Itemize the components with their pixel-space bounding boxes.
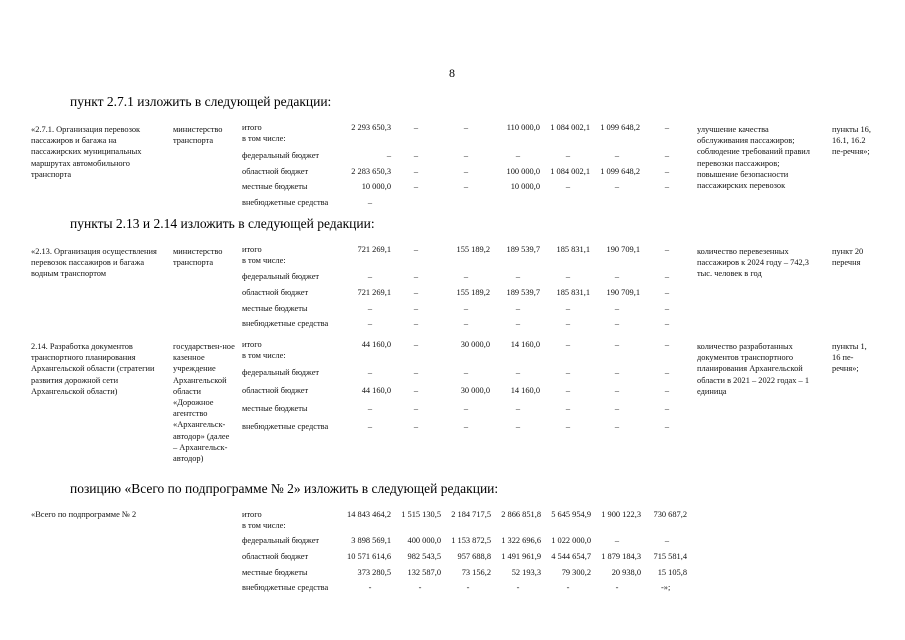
cell: 1 515 130,5 (401, 510, 441, 519)
cell: 1 900 122,3 (601, 510, 641, 519)
cell: – (614, 386, 620, 395)
cell: 957 688,8 (457, 552, 491, 561)
cell: – (565, 272, 571, 281)
cell: 1 084 002,1 (550, 123, 590, 132)
cell: 30 000,0 (460, 386, 490, 395)
source-federal: федеральный бюджет (242, 151, 320, 160)
source-regional: областной бюджет (242, 552, 309, 561)
cell: - (516, 583, 520, 592)
source-including: в том числе: (242, 351, 286, 360)
cell: 2 184 717,5 (451, 510, 491, 519)
cell: – (565, 422, 571, 431)
cell: – (664, 422, 670, 431)
cell: – (413, 288, 419, 297)
cell: – (664, 182, 670, 191)
cell: – (515, 151, 521, 160)
cell: - (418, 583, 422, 592)
source-total: итого (242, 245, 262, 254)
cell: 3 898 569,1 (351, 536, 391, 545)
cell: – (664, 340, 670, 349)
cell: – (463, 304, 469, 313)
cell: 10 000,0 (510, 182, 540, 191)
cell: – (565, 151, 571, 160)
cell: – (413, 182, 419, 191)
cell: 1 099 648,2 (600, 123, 640, 132)
cell: – (565, 182, 571, 191)
cell: – (664, 167, 670, 176)
cell: – (664, 272, 670, 281)
cell: – (413, 304, 419, 313)
row-name-2-7-1: «2.7.1. Организация перевозок пассажиров и багажа на пассажирских муниципальных маршрутах автомобильного транспорта (31, 125, 142, 179)
cell: – (565, 319, 571, 328)
cell: – (614, 340, 620, 349)
cell: 44 160,0 (361, 386, 391, 395)
source-total: итого (242, 340, 262, 349)
cell: 1 322 696,6 (501, 536, 541, 545)
source-including: в том числе: (242, 256, 286, 265)
cell: 30 000,0 (460, 340, 490, 349)
cell: 1 022 000,0 (551, 536, 591, 545)
cell: 155 189,2 (456, 288, 490, 297)
cell: -»; (661, 583, 671, 592)
cell: 715 581,4 (653, 552, 687, 561)
cell: 14 843 464,2 (347, 510, 391, 519)
cell: – (614, 151, 620, 160)
heading-total-subprogram-2: позицию «Всего по подпрограмме № 2» изложить в следующей редакции: (70, 481, 499, 496)
row-name-2-14: 2.14. Разработка документов транспортного планирования Архангельской области (стратегии развития дорожной сети Архангельской области) (31, 342, 155, 396)
cell: - (368, 583, 372, 592)
cell: – (664, 386, 670, 395)
cell: – (463, 167, 469, 176)
source-federal: федеральный бюджет (242, 272, 320, 281)
cell: – (565, 404, 571, 413)
cell: – (664, 123, 670, 132)
cell: – (367, 304, 373, 313)
row-points-2-13: пункт 20 перечня (832, 247, 864, 268)
cell: 14 160,0 (510, 386, 540, 395)
cell: 1 879 184,3 (601, 552, 641, 561)
cell: 15 105,8 (657, 568, 687, 577)
cell: – (664, 288, 670, 297)
row-name-total: «Всего по подпрограмме № 2 (31, 510, 137, 519)
cell: 52 193,3 (511, 568, 541, 577)
source-total: итого (242, 123, 262, 132)
cell: 1 084 002,1 (550, 167, 590, 176)
row-result-2-7-1: улучшение качества обслуживания пассажиров; соблюдение требований правил перевозки пассажиров; повышение безопасности пассажирских перевозок (697, 125, 810, 191)
cell: – (413, 272, 419, 281)
cell: – (515, 304, 521, 313)
cell: – (664, 404, 670, 413)
cell: 44 160,0 (361, 340, 391, 349)
source-local: местные бюджеты (242, 304, 308, 313)
row-executor-2-14: государствен-ное казенное учреждение Архангельской области «Дорожное агентство «Архангельск-автодор» (далее – Архангельск-автодор) (173, 342, 235, 464)
cell: – (565, 304, 571, 313)
cell: 2 866 851,8 (501, 510, 541, 519)
source-regional: областной бюджет (242, 288, 309, 297)
cell: – (463, 151, 469, 160)
cell: – (614, 422, 620, 431)
cell: 1 491 961,9 (501, 552, 541, 561)
row-executor-2-13: министерство транспорта (173, 247, 223, 268)
cell: – (664, 536, 670, 545)
cell: – (515, 422, 521, 431)
cell: – (614, 404, 620, 413)
cell: - (615, 583, 619, 592)
cell: – (367, 198, 373, 207)
cell: – (413, 422, 419, 431)
source-including: в том числе: (242, 521, 286, 530)
cell: 14 160,0 (510, 340, 540, 349)
cell: 132 587,0 (407, 568, 441, 577)
page-number: 8 (449, 66, 455, 80)
cell: – (614, 319, 620, 328)
cell: – (565, 368, 571, 377)
cell: 73 156,2 (461, 568, 491, 577)
cell: 10 571 614,6 (347, 552, 391, 561)
row-executor-2-7-1: министерство транспорта (173, 125, 223, 146)
cell: – (413, 123, 419, 132)
heading-2-13-2-14: пункты 2.13 и 2.14 изложить в следующей редакции: (70, 216, 375, 231)
cell: 721 269,1 (357, 288, 391, 297)
cell: – (463, 422, 469, 431)
cell: 4 544 654,7 (551, 552, 591, 561)
source-federal: федеральный бюджет (242, 536, 320, 545)
source-extrabudgetary: внебюджетные средства (242, 319, 329, 328)
source-total: итого (242, 510, 262, 519)
cell: 110 000,0 (506, 123, 540, 132)
cell: – (413, 368, 419, 377)
cell: – (664, 319, 670, 328)
cell: - (566, 583, 570, 592)
row-result-2-13: количество перевезенных пассажиров к 2024 году – 742,3 тыс. человек в год (697, 247, 809, 279)
source-regional: областной бюджет (242, 386, 309, 395)
cell: – (614, 272, 620, 281)
cell: – (515, 272, 521, 281)
row-result-2-14: количество разработанных документов транспортного планирования Архангельской области в 2021 – 2022 годах – 1 единица (697, 342, 810, 396)
cell: 20 938,0 (611, 568, 641, 577)
cell: 2 283 650,3 (351, 167, 391, 176)
cell: 190 709,1 (606, 245, 640, 254)
cell: – (515, 319, 521, 328)
cell: 400 000,0 (407, 536, 441, 545)
cell: 2 293 650,3 (351, 123, 391, 132)
row-points-2-14: пункты 1, 16 пе-речня»; (832, 342, 867, 374)
cell: – (413, 245, 419, 254)
cell: – (664, 304, 670, 313)
source-including: в том числе: (242, 134, 286, 143)
cell: – (367, 272, 373, 281)
cell: – (614, 536, 620, 545)
cell: 155 189,2 (456, 245, 490, 254)
cell: – (515, 368, 521, 377)
row-points-2-7-1: пункты 16, 16.1, 16.2 пе-речня»; (832, 125, 871, 157)
cell: – (463, 319, 469, 328)
source-local: местные бюджеты (242, 404, 308, 413)
cell: – (614, 182, 620, 191)
cell: 185 831,1 (556, 245, 590, 254)
cell: – (463, 368, 469, 377)
cell: – (413, 151, 419, 160)
cell: – (565, 340, 571, 349)
cell: 730 687,2 (653, 510, 687, 519)
source-extrabudgetary: внебюджетные средства (242, 198, 329, 207)
cell: 721 269,1 (357, 245, 391, 254)
row-name-2-13: «2.13. Организация осуществления перевозок пассажиров и багажа водным транспортом (31, 247, 157, 279)
cell: – (413, 340, 419, 349)
cell: – (664, 368, 670, 377)
cell: – (664, 245, 670, 254)
cell: – (367, 368, 373, 377)
cell: – (413, 386, 419, 395)
cell: - (466, 583, 470, 592)
source-extrabudgetary: внебюджетные средства (242, 422, 329, 431)
cell: 1 099 648,2 (600, 167, 640, 176)
cell: – (367, 422, 373, 431)
cell: – (614, 368, 620, 377)
cell: 185 831,1 (556, 288, 590, 297)
cell: 5 645 954,9 (551, 510, 591, 519)
cell: 100 000,0 (506, 167, 540, 176)
cell: – (367, 404, 373, 413)
cell: 189 539,7 (506, 245, 540, 254)
cell: – (515, 404, 521, 413)
cell: 79 300,2 (561, 568, 591, 577)
source-extrabudgetary: внебюджетные средства (242, 583, 329, 592)
cell: – (614, 304, 620, 313)
cell: 373 280,5 (357, 568, 391, 577)
cell: – (413, 319, 419, 328)
source-federal: федеральный бюджет (242, 368, 320, 377)
cell: – (463, 182, 469, 191)
cell: – (463, 123, 469, 132)
cell: – (386, 151, 391, 160)
cell: 189 539,7 (506, 288, 540, 297)
cell: 10 000,0 (361, 182, 391, 191)
source-regional: областной бюджет (242, 167, 309, 176)
cell: 190 709,1 (606, 288, 640, 297)
cell: – (463, 404, 469, 413)
cell: – (463, 272, 469, 281)
heading-2-7-1: пункт 2.7.1 изложить в следующей редакции: (70, 94, 332, 109)
cell: – (565, 386, 571, 395)
cell: – (367, 319, 373, 328)
source-local: местные бюджеты (242, 182, 308, 191)
cell: 1 153 872,5 (451, 536, 491, 545)
cell: – (413, 404, 419, 413)
source-local: местные бюджеты (242, 568, 308, 577)
cell: 982 543,5 (407, 552, 441, 561)
cell: – (413, 167, 419, 176)
cell: – (664, 151, 670, 160)
